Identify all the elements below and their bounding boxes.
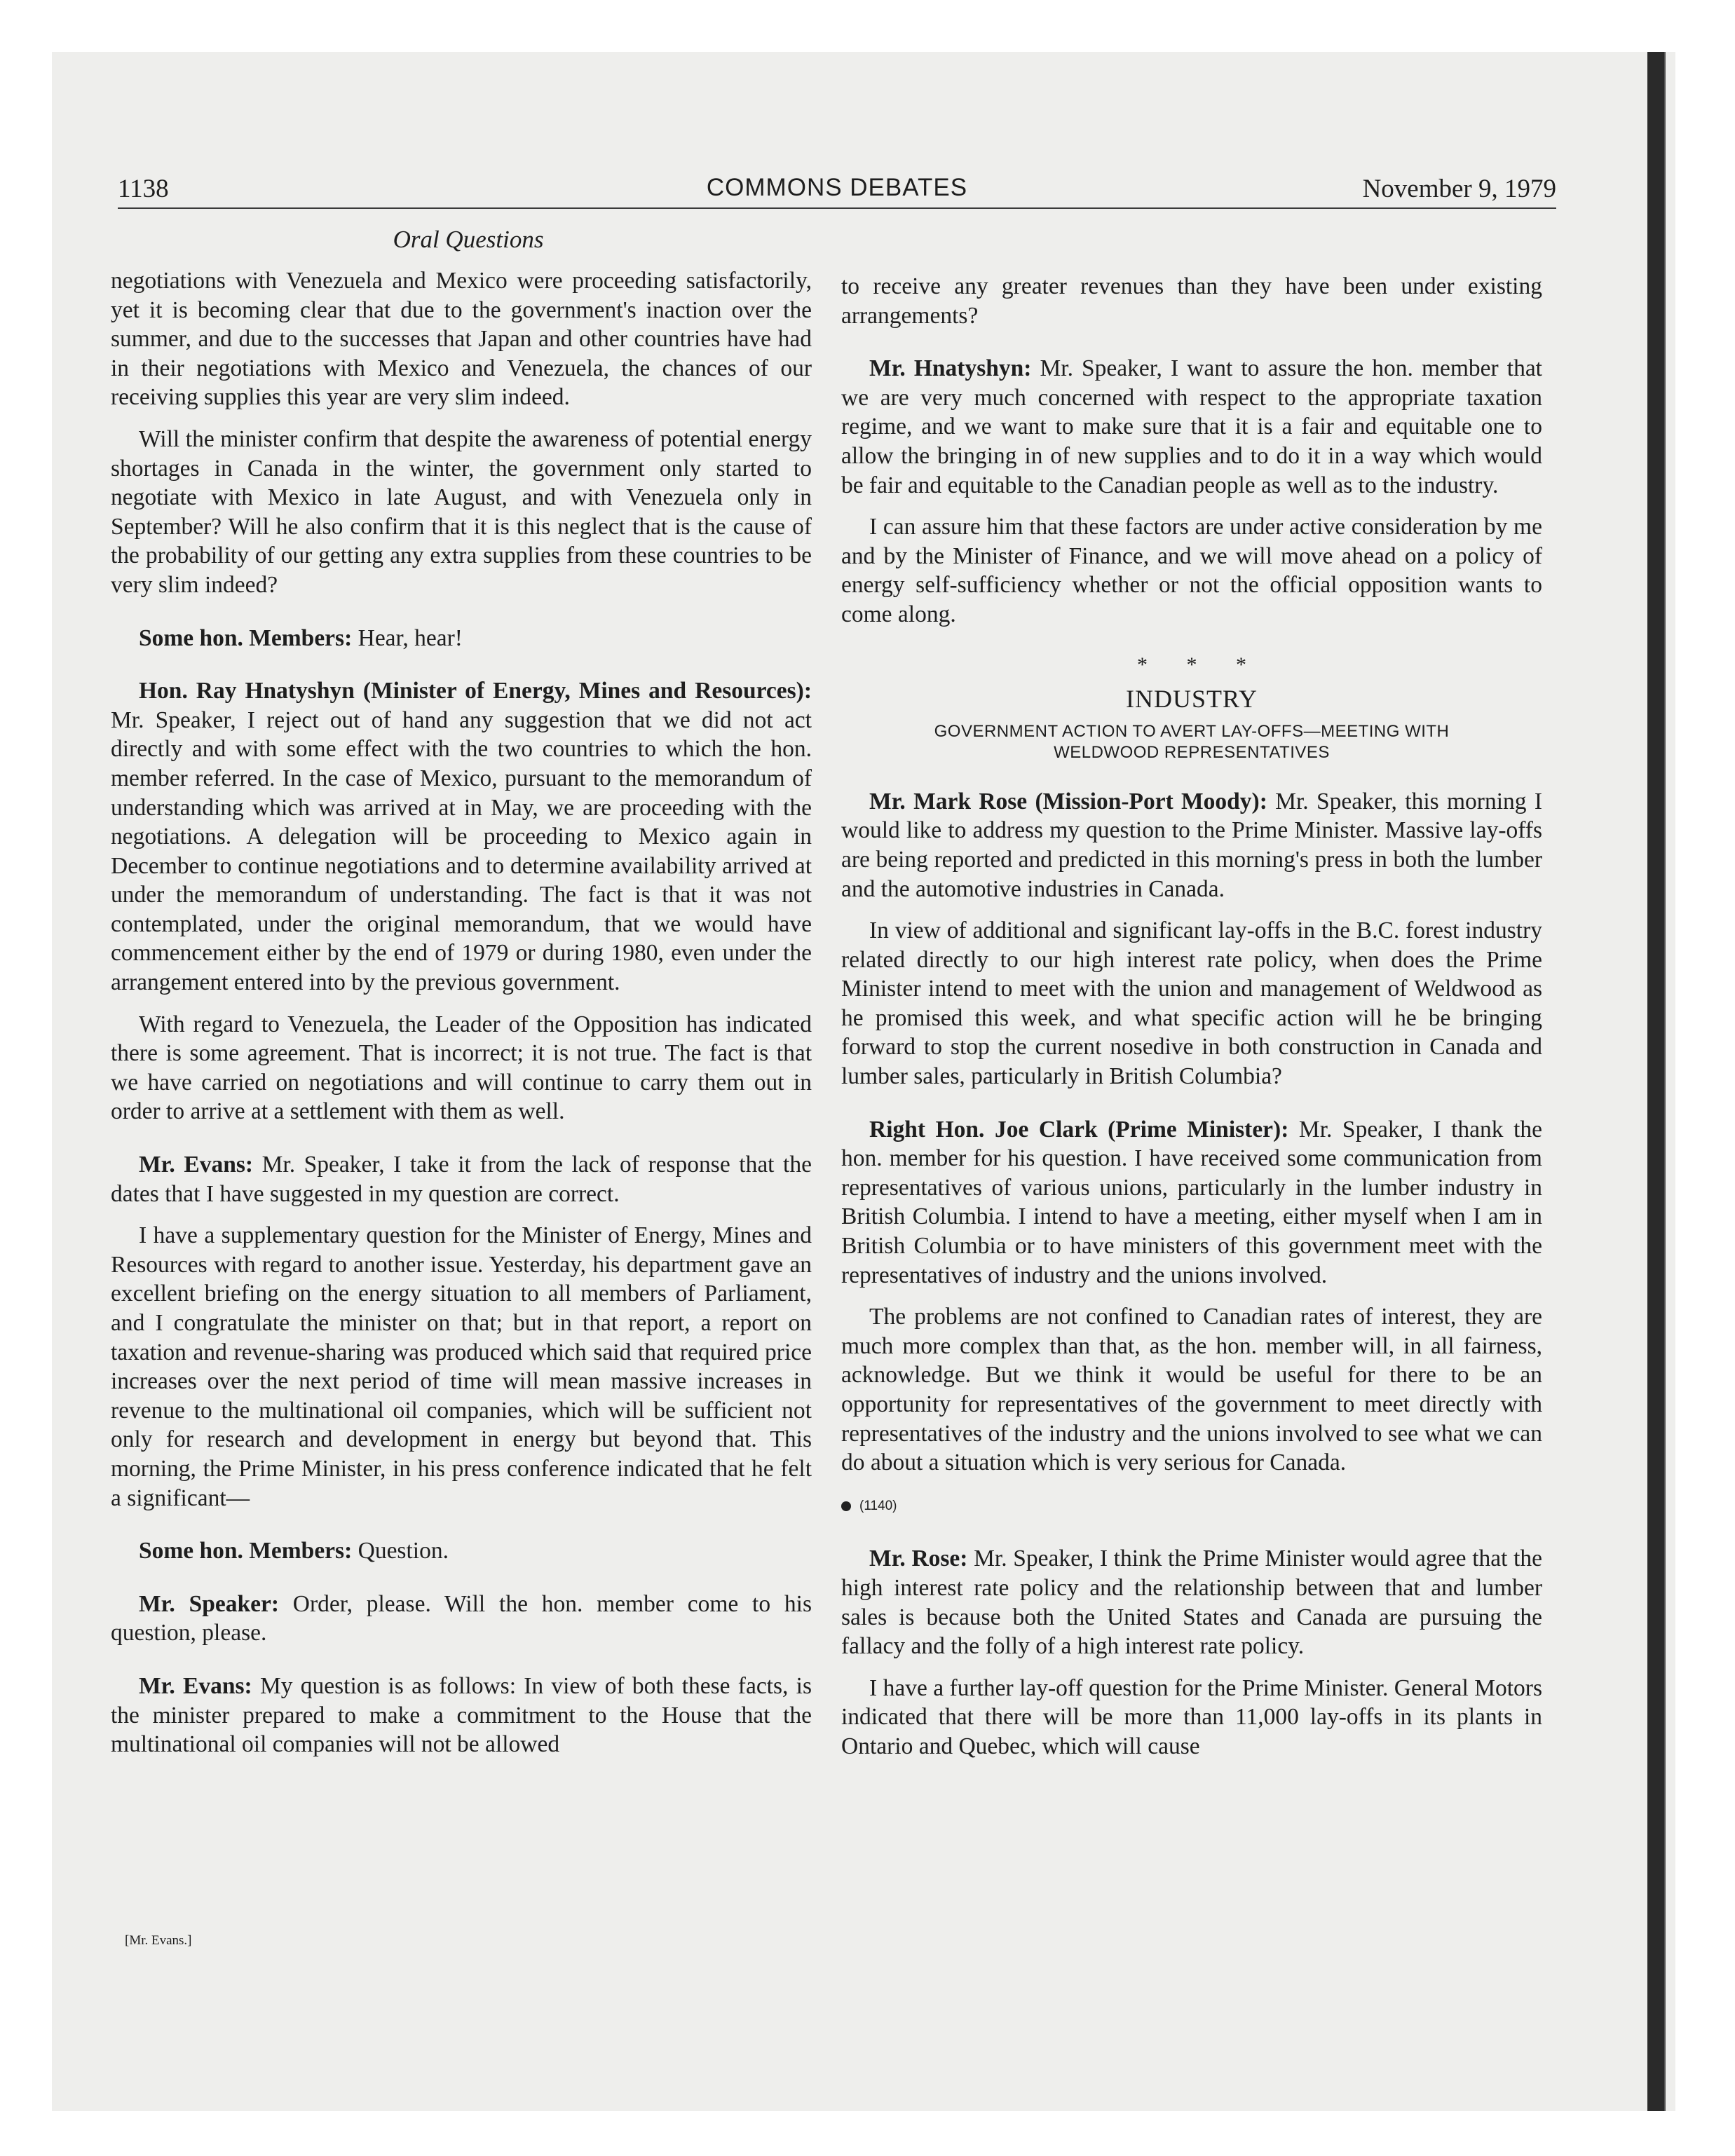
paragraph bbox=[841, 512, 1542, 629]
speech-paragraph bbox=[111, 1672, 812, 1759]
page-header bbox=[118, 174, 1556, 209]
paragraph-text: Mr. Speaker, I reject out of hand any suggestion that we did not act directly and with some effect with the two countries to which the hon. member referred. In the case of Mexico, pursuant to the memorandum of understanding which was arrived at in May, we are proceeding with the negotiations. A delegation will be proceeding to Mexico again in December to continue negotiations and to determine availability arrived at under the memorandum of understanding. The fact is that it was not contemplated, under the original memorandum, that we would have commencement either by the end of 1979 or during 1980, even under the arrangement entered into by the previous government. bbox=[111, 707, 812, 996]
paragraph-text: Mr. Speaker, I thank the hon. member for his question. I have received some communication from representatives of various unions, particularly in the lumber industry in British Columbia. I intend to have a meeting, either myself when I am in British Columbia or to have ministers of this government meet with the representatives of industry and the unions involved. bbox=[841, 1116, 1543, 1288]
time-marker-text: (1140) bbox=[859, 1498, 897, 1513]
speech-paragraph bbox=[111, 1590, 812, 1648]
paragraph-text: Question. bbox=[358, 1538, 449, 1564]
paragraph-text: Will the minister confirm that despite the awareness of potential energy shortages in Canada in the winter, the government only started to negotiate with Mexico in late August, and with Venezuela only in September? Will he also confirm that it is this neglect that is the cause of the probability of our getting any extra supplies from these countries to be very slim indeed? bbox=[111, 425, 812, 598]
publication-title: COMMONS DEBATES bbox=[706, 174, 968, 201]
scan-edge-line bbox=[1664, 52, 1666, 2111]
speaker-footnote: [Mr. Evans.] bbox=[125, 1933, 192, 1948]
left-column bbox=[111, 266, 812, 1772]
speech-paragraph bbox=[111, 624, 812, 653]
speaker-name: Mr. Mark Rose (Mission-Port Moody): bbox=[869, 788, 1267, 814]
scan-edge-shadow bbox=[1647, 52, 1664, 2111]
page-date: November 9, 1979 bbox=[1362, 175, 1556, 203]
speaker-name: Some hon. Members: bbox=[139, 625, 353, 651]
paragraph-text: negotiations with Venezuela and Mexico were proceeding satisfactorily, yet it is becoming clear that due to the government's inaction over the summer, and due to the successes that Japan and other countries have had in their negotiations with Mexico and Venezuela, the chances of our receiving supplies this year are very slim indeed. bbox=[111, 268, 812, 411]
speaker-name: Hon. Ray Hnatyshyn (Minister of Energy, Mines and Resources): bbox=[139, 678, 812, 704]
paragraph-text: With regard to Venezuela, the Leader of the Opposition has indicated there is some agreement. That is incorrect; it is not true. The fact is that we have carried on negotiations and will continue to carry them out in order to arrive at a settlement with them as well. bbox=[111, 1011, 812, 1125]
paragraph bbox=[841, 916, 1542, 1091]
speaker-name: Mr. Evans: bbox=[139, 1672, 252, 1699]
paragraph-text: In view of additional and significant lay-offs in the B.C. forest industry related directly to our high interest rate policy, when does the Prime Minister intend to meet with the union and management of Weldwood as he promised this week, and what specific action will he be bringing forward to stop the current nosedive in both construction in Canada and lumber sales, particularly in British Columbia? bbox=[841, 917, 1542, 1090]
speech-paragraph bbox=[111, 1150, 812, 1208]
section-separator: * * * bbox=[1137, 653, 1263, 676]
paragraph-text: Order, please. Will the hon. member come to his question, please. bbox=[111, 1590, 812, 1646]
speaker-name: Mr. Rose: bbox=[869, 1546, 968, 1572]
paragraph-text: Hear, hear! bbox=[358, 625, 463, 651]
paragraph bbox=[841, 1674, 1542, 1761]
right-column bbox=[841, 272, 1542, 1774]
header-rule bbox=[118, 207, 1556, 209]
paragraph-text: to receive any greater revenues than they have been under existing arrangements? bbox=[841, 273, 1542, 329]
paragraph-text: Mr. Speaker, this morning I would like to address my question to the Prime Minister. Massive lay-offs are being reported and predicted in this morning's press in both the lumber and the automotive industries in Canada. bbox=[841, 788, 1542, 902]
speaker-name: Mr. Hnatyshyn: bbox=[869, 355, 1032, 382]
running-head: Oral Questions bbox=[393, 226, 544, 253]
speech-paragraph bbox=[841, 1544, 1542, 1660]
speech-paragraph bbox=[111, 676, 812, 997]
paragraph bbox=[111, 425, 812, 600]
paragraph bbox=[111, 1010, 812, 1126]
paragraph bbox=[111, 1221, 812, 1513]
bullet-icon bbox=[841, 1501, 851, 1511]
paragraph-text: My question is as follows: In view of both these facts, is the minister prepared to make a commitment to the House that the multinational oil companies will not be allowed bbox=[111, 1672, 812, 1758]
speech-paragraph bbox=[111, 1536, 812, 1566]
paragraph bbox=[841, 1302, 1542, 1478]
paragraph-text: I can assure him that these factors are under active consideration by me and by the Minister of Finance, and we will move ahead on a policy of energy self-sufficiency whether or not the official opposition wants to come along. bbox=[841, 514, 1542, 627]
page-number: 1138 bbox=[118, 175, 169, 203]
speech-paragraph bbox=[841, 787, 1542, 903]
paragraph-text: Mr. Speaker, I think the Prime Minister would agree that the high interest rate policy and the relationship between that and lumber sales is because both the United States and Canada are pursuing the fallacy and the folly of a high interest rate policy. bbox=[841, 1546, 1543, 1660]
speaker-name: Some hon. Members: bbox=[139, 1538, 353, 1564]
paragraph-text: I have a supplementary question for the Minister of Energy, Mines and Resources with regard to another issue. Yesterday, his department gave an excellent briefing on the energy situation to all members of Parliament, and I congratulate the minister on that; but in that report, a report on taxation and revenue-sharing was produced which said that required price increases over the next period of time will mean massive increases in revenue to the multinational oil companies, which will be sufficient not only for research and development in energy but beyond that. This morning, the Prime Minister, in his press conference indicated that he felt a significant— bbox=[111, 1222, 812, 1511]
time-marker bbox=[841, 1492, 1542, 1521]
paragraph bbox=[841, 272, 1542, 330]
section-heading: INDUSTRY bbox=[1125, 685, 1258, 714]
speaker-name: Mr. Evans: bbox=[139, 1152, 254, 1178]
paragraph-text: The problems are not confined to Canadian rates of interest, they are much more complex than that, as the hon. member will, in all fairness, acknowledge. But we think it would be useful for there to be an opportunity for representatives of the government to meet directly with representatives of the industry and the unions involved to see what we can do about a situation which is very serious for Canada. bbox=[841, 1304, 1542, 1476]
speaker-name: Mr. Speaker: bbox=[139, 1590, 279, 1617]
speech-paragraph bbox=[841, 1115, 1542, 1290]
speech-paragraph bbox=[841, 354, 1542, 500]
paragraph-text: I have a further lay-off question for the Prime Minister. General Motors indicated that there will be more than 11,000 lay-offs in its plants in Ontario and Quebec, which will cause bbox=[841, 1674, 1542, 1759]
paragraph-text: Mr. Speaker, I want to assure the hon. member that we are very much concerned with respect to the appropriate taxation regime, and we want to make sure that it is a fair and equitable one to allow the bringing in of new supplies and to do it in a way which would be fair and equitable to the Canadian people as well as to the industry. bbox=[841, 355, 1542, 498]
paragraph bbox=[111, 266, 812, 412]
speaker-name: Right Hon. Joe Clark (Prime Minister): bbox=[869, 1116, 1289, 1142]
paragraph-text: Mr. Speaker, I take it from the lack of response that the dates that I have suggested in my question are correct. bbox=[111, 1152, 812, 1207]
section-subheading: GOVERNMENT ACTION TO AVERT LAY-OFFS—MEETING WITH WELDWOOD REPRESENTATIVES bbox=[934, 721, 1450, 762]
